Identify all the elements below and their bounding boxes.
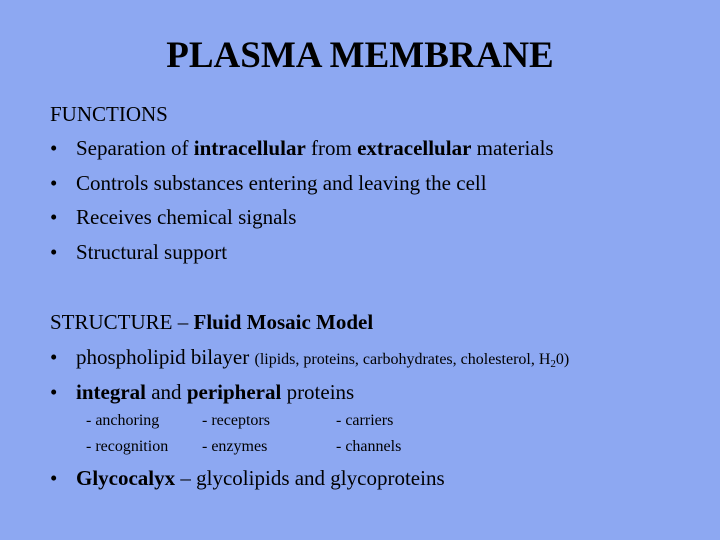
functions-list <box>50 131 554 269</box>
protein-type: - enzymes <box>202 438 268 455</box>
list-item <box>50 200 554 235</box>
item-text: materials <box>471 136 554 160</box>
list-item <box>50 375 569 410</box>
structure-heading-label: STRUCTURE – <box>50 310 194 334</box>
subscript: 2 <box>550 358 556 370</box>
item-text: – glycolipids and glycoproteins <box>175 466 445 490</box>
bullet-icon: • <box>50 136 58 160</box>
functions-heading: FUNCTIONS <box>50 102 168 126</box>
list-item <box>50 166 554 201</box>
item-text: phospholipid bilayer <box>76 345 250 369</box>
item-bold-term: extracellular <box>357 136 472 160</box>
item-bold-term: Glycocalyx <box>76 466 176 490</box>
protein-types-column <box>86 408 168 460</box>
item-text: Separation of <box>76 136 194 160</box>
item-bold-term: integral <box>76 379 146 404</box>
bilayer-components-end: 0) <box>555 351 570 368</box>
bullet-icon: • <box>50 170 58 195</box>
protein-types-column <box>336 408 401 460</box>
item-bold-term: peripheral <box>186 379 282 404</box>
item-text: Controls substances entering and leaving the cell <box>76 170 487 195</box>
bullet-icon: • <box>50 205 58 229</box>
protein-type: - carriers <box>336 412 394 429</box>
bullet-icon: • <box>50 466 58 490</box>
bullet-icon: • <box>50 239 58 264</box>
list-item <box>50 461 445 496</box>
structure-list <box>50 340 569 409</box>
protein-type: - receptors <box>202 412 270 429</box>
list-item <box>50 340 569 375</box>
item-text: from <box>305 136 358 160</box>
item-text: proteins <box>281 379 355 404</box>
protein-type: - anchoring <box>86 412 160 429</box>
list-item <box>50 235 554 270</box>
structure-heading <box>50 310 373 335</box>
protein-type: - recognition <box>86 438 169 455</box>
bilayer-components-text: (lipids, proteins, carbohydrates, cholesterol, H <box>254 351 551 368</box>
bullet-icon: • <box>50 345 58 369</box>
item-text: Structural support <box>76 239 228 264</box>
protein-types-column <box>202 408 270 460</box>
glycocalyx-list <box>50 461 445 496</box>
protein-type: - channels <box>336 438 402 455</box>
bilayer-components <box>254 351 569 368</box>
structure-heading-model: Fluid Mosaic Model <box>193 310 374 334</box>
item-text: Receives chemical signals <box>76 205 297 229</box>
item-bold-term: intracellular <box>193 136 306 160</box>
bullet-icon: • <box>50 379 58 404</box>
slide-title: PLASMA MEMBRANE <box>166 35 554 76</box>
list-item <box>50 131 554 166</box>
item-text: and <box>145 379 187 404</box>
